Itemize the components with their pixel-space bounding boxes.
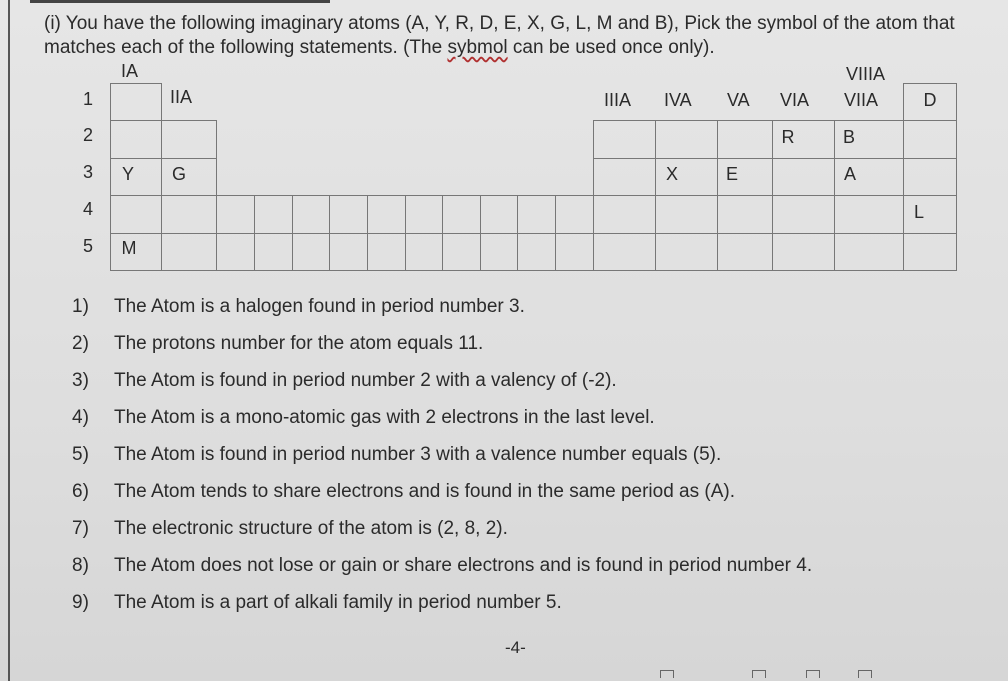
question-text (44, 12, 994, 60)
table-cell (772, 195, 835, 234)
table-cell (254, 195, 293, 234)
item-number: 1) (72, 296, 89, 317)
list-item (72, 481, 812, 518)
table-cell (110, 195, 162, 234)
group-label-viia: VIIA (844, 90, 879, 110)
element-symbol-a: A (843, 164, 856, 184)
group-label-iva: IVA (664, 90, 692, 110)
table-cell (110, 83, 162, 121)
table-cell (517, 195, 556, 234)
bottom-bleed-mark (858, 670, 872, 678)
item-number: 6) (72, 481, 89, 502)
table-cell (216, 195, 255, 234)
statement-list (72, 296, 812, 629)
list-item (72, 592, 812, 629)
table-cell (903, 158, 957, 196)
item-number: 4) (72, 407, 89, 428)
item-number: 5) (72, 444, 89, 465)
question-prefix: (i) You have the following imaginary atoms (A, Y, R, D, E, X, G, L, M and B), Pick the symbol of the atom that matches each of the following statements. (The (44, 13, 955, 58)
list-item (72, 370, 812, 407)
table-cell (655, 195, 718, 234)
element-symbol-b: B (842, 127, 855, 147)
table-cell (717, 233, 773, 271)
table-cell (555, 195, 594, 234)
item-number: 7) (72, 518, 89, 539)
item-text: The Atom is a mono-atomic gas with 2 electrons in the last level. (114, 407, 655, 428)
list-item (72, 333, 812, 370)
table-cell (903, 233, 957, 271)
period-label-1: 1 (82, 89, 93, 109)
item-text: The Atom is found in period number 3 with a valence number equals (5). (114, 444, 722, 465)
table-cell (655, 233, 718, 271)
page-number: -4- (505, 638, 526, 657)
item-number: 9) (72, 592, 89, 613)
table-cell (329, 233, 368, 271)
element-symbol-x: X (665, 164, 678, 184)
table-cell (405, 233, 443, 271)
period-label-4: 4 (82, 199, 93, 219)
element-symbol-d: D (923, 90, 937, 110)
list-item (72, 296, 812, 333)
item-number: 3) (72, 370, 89, 391)
table-cell (480, 195, 518, 234)
item-text: The protons number for the atom equals 11. (114, 333, 484, 354)
element-symbol-e: E (725, 164, 738, 184)
item-text: The electronic structure of the atom is (2, 8, 2). (114, 518, 508, 539)
table-cell (216, 233, 255, 271)
table-cell (717, 120, 773, 159)
table-cell (593, 120, 656, 159)
element-symbol-r: R (781, 127, 795, 147)
group-label-viiia: VIIIA (846, 64, 886, 84)
table-cell (555, 233, 594, 271)
list-item (72, 407, 812, 444)
table-cell (834, 233, 904, 271)
list-item (72, 555, 812, 592)
element-symbol-l: L (913, 202, 924, 222)
period-label-2: 2 (82, 125, 93, 145)
table-cell (442, 233, 481, 271)
table-cell (161, 195, 217, 234)
list-item (72, 444, 812, 481)
element-symbol-m: M (121, 238, 137, 258)
margin-rule (8, 0, 10, 681)
item-text: The Atom tends to share electrons and is found in the same period as (A). (114, 481, 736, 502)
item-number: 8) (72, 555, 89, 576)
item-text: The Atom is a part of alkali family in period number 5. (114, 592, 562, 613)
element-symbol-y: Y (121, 164, 134, 184)
table-cell (367, 195, 406, 234)
table-cell (292, 233, 330, 271)
table-cell (480, 233, 518, 271)
bottom-bleed-mark (806, 670, 820, 678)
bottom-bleed-mark (752, 670, 766, 678)
table-cell (655, 120, 718, 159)
table-cell (367, 233, 406, 271)
item-text: The Atom does not lose or gain or share electrons and is found in period number 4. (114, 555, 813, 576)
group-label-iiia: IIIA (604, 90, 632, 110)
item-number: 2) (72, 333, 89, 354)
table-cell (292, 195, 330, 234)
group-label-ia: IA (121, 61, 139, 81)
period-label-3: 3 (82, 162, 93, 182)
question-typo-word: sybmol (447, 37, 508, 58)
table-cell (110, 120, 162, 159)
table-cell (593, 233, 656, 271)
period-label-5: 5 (82, 236, 93, 256)
table-cell (903, 120, 957, 159)
table-cell (442, 195, 481, 234)
table-cell (161, 233, 217, 271)
table-cell (517, 233, 556, 271)
item-text: The Atom is a halogen found in period number 3. (114, 296, 525, 317)
list-item (72, 518, 812, 555)
table-cell (717, 195, 773, 234)
table-cell (161, 120, 217, 159)
top-rule (30, 0, 330, 3)
table-cell (772, 158, 835, 196)
table-cell (772, 233, 835, 271)
bottom-bleed-mark (660, 670, 674, 678)
group-label-iia: IIA (170, 87, 193, 107)
table-cell (329, 195, 368, 234)
table-cell (254, 233, 293, 271)
table-cell (593, 158, 656, 196)
group-label-va: VA (727, 90, 750, 110)
table-cell (405, 195, 443, 234)
element-symbol-g: G (171, 164, 186, 184)
group-label-via: VIA (780, 90, 810, 110)
item-text: The Atom is found in period number 2 with a valency of (-2). (114, 370, 617, 391)
question-suffix: can be used once only). (507, 37, 715, 58)
table-cell (834, 195, 904, 234)
table-cell (593, 195, 656, 234)
